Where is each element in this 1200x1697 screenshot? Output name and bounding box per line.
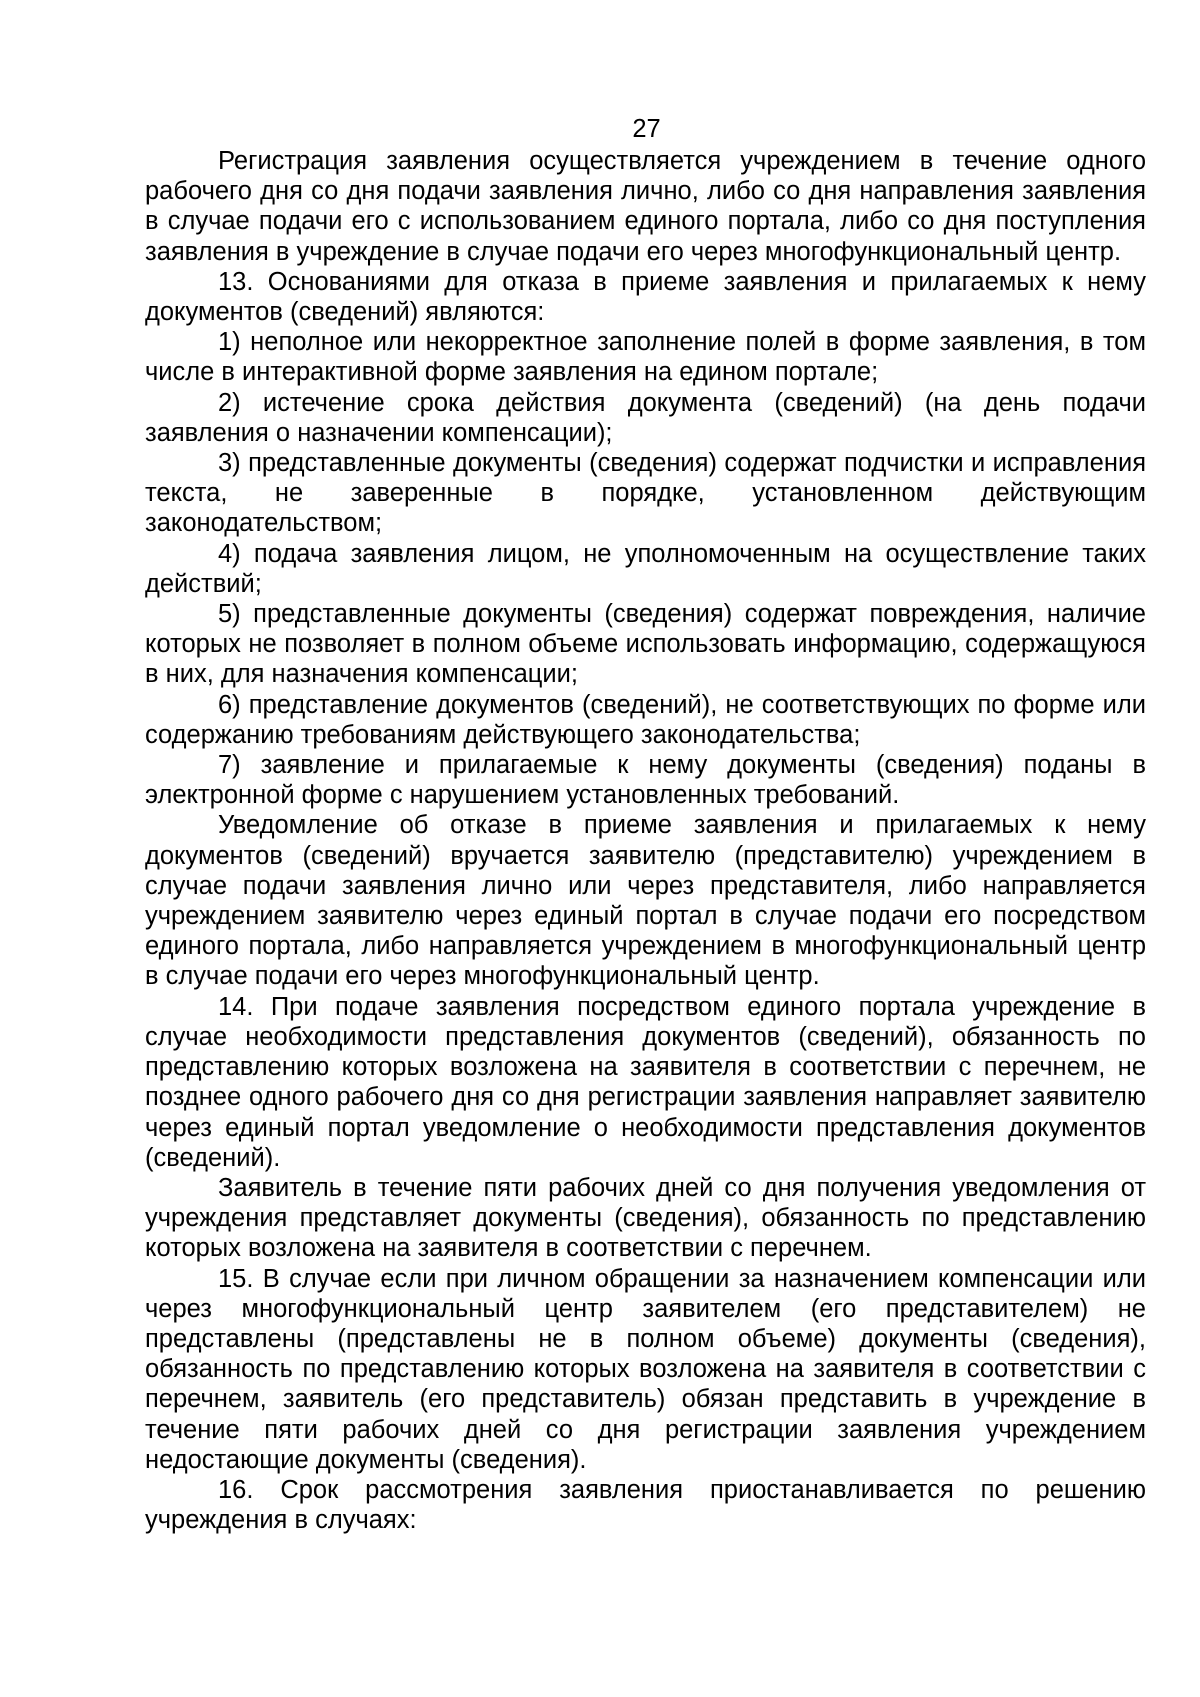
list-item-2: 2) истечение срока действия документа (сведений) (на день подачи заявления о назначении компенсации);	[145, 388, 1146, 447]
paragraph-16: 16. Срок рассмотрения заявления приостанавливается по решению учреждения в случаях:	[145, 1475, 1146, 1535]
paragraph-13-refusal-grounds: 13. Основаниями для отказа в приеме заявления и прилагаемых к нему документов (сведений) являются:	[145, 267, 1146, 327]
list-item-4: 4) подача заявления лицом, не уполномоченным на осуществление таких действий;	[145, 539, 1146, 598]
paragraph-applicant-submission: Заявитель в течение пяти рабочих дней со дня получения уведомления от учреждения представляет документы (сведения), обязанность по представлению которых возложена на заявителя в соответствии с перечнем.	[145, 1173, 1146, 1263]
document-body	[145, 146, 1146, 1535]
list-item-7: 7) заявление и прилагаемые к нему документы (сведения) поданы в электронной форме с нарушением установленных требований.	[145, 751, 1146, 810]
paragraph-refusal-notice: Уведомление об отказе в приеме заявления и прилагаемых к нему документов (сведений) вручается заявителю (представителю) учреждением в случае подачи заявления лично или через представителя, либо направляется учреждением заявителю через единый портал в случае подачи его посредством единого портала, либо направляется учреждением в многофункциональный центр в случае подачи его через многофункциональный центр.	[145, 811, 1146, 991]
paragraph-14: 14. При подаче заявления посредством единого портала учреждение в случае необходимости представления документов (сведений), обязанность по представлению которых возложена на заявителя в соответствии с перечнем, не позднее одного рабочего дня со дня регистрации заявления направляет заявителю через единый портал уведомление о необходимости представления документов (сведений).	[145, 992, 1146, 1172]
list-item-1: 1) неполное или некорректное заполнение полей в форме заявления, в том числе в интерактивной форме заявления на едином портале;	[145, 328, 1146, 387]
paragraph-15: 15. В случае если при личном обращении за назначением компенсации или через многофункциональный центр заявителем (его представителем) не представлены (представлены не в полном объеме) документы (сведения), обязанность по представлению которых возложена на заявителя в соответствии с перечнем, заявитель (его представитель) обязан представить в учреждение в течение пяти рабочих дней со дня регистрации заявления учреждением недостающие документы (сведения).	[145, 1264, 1146, 1474]
list-item-5: 5) представленные документы (сведения) содержат повреждения, наличие которых не позволяет в полном объеме использовать информацию, содержащуюся в них, для назначения компенсации;	[145, 600, 1146, 689]
list-item-3: 3) представленные документы (сведения) содержат подчистки и исправления текста, не заверенные в порядке, установленном действующим законодательством;	[145, 449, 1146, 538]
paragraph-registration: Регистрация заявления осуществляется учреждением в течение одного рабочего дня со дня подачи заявления лично, либо со дня направления заявления в случае подачи его с использованием единого портала, либо со дня поступления заявления в учреждение в случае подачи его через многофункциональный центр.	[145, 147, 1146, 266]
page-number: 27	[632, 115, 661, 143]
list-item-6: 6) представление документов (сведений), не соответствующих по форме или содержанию требованиям действующего законодательства;	[145, 690, 1146, 749]
